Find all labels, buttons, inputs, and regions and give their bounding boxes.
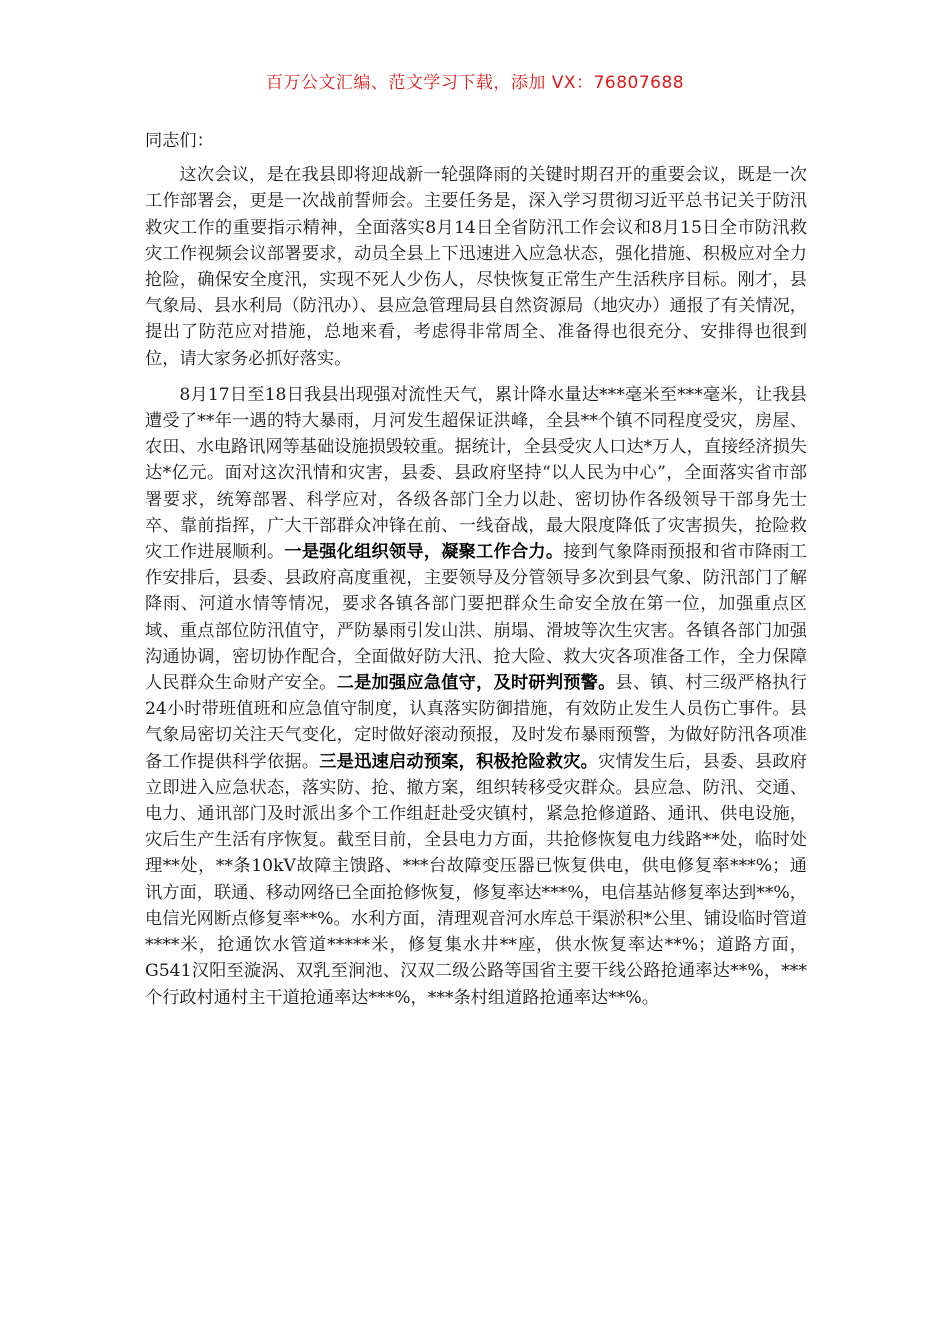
header-banner: 百万公文汇编、范文学习下载，添加 VX：76807688 bbox=[265, 73, 685, 93]
paragraph-2-text-2: 县、镇、村三级严格执行24小时带班值班和应急值守制度，认真落实防御措施，有效防止发生人员伤亡事件。县气象局密切关注天气变化，定时做好滚动预报，及时发布暴雨预警，为做好防汛各项准备工作提供科学依据。 bbox=[145, 673, 807, 772]
salutation: 同志们： bbox=[145, 131, 214, 151]
paragraph-1: 这次会议，是在我县即将迎战新一轮强降雨的关键时期召开的重要会议，既是一次工作部署会，更是一次战前誓师会。主要任务是，深入学习贯彻习近平总书记关于防汛救灾工作的重要指示精神，全面落实8月14日全省防汛工作会议和8月15日全市防汛救灾工作视频会议部署要求，动员全县上下迅速进入应急状态，强化措施、积极应对全力抢险，确保安全度汛，实现不死人少伤人，尽快恢复正常生产生活秩序目标。刚才，县气象局、县水利局（防汛办）、县应急管理局县自然资源局（地灾办）通报了有关情况，提出了防范应对措施，总地来看，考虑得非常周全、准备得也很充分、安排得也很到位，请大家务必抓好落实。 bbox=[145, 165, 807, 369]
paragraph-2-intro: 8月17日至18日我县出现强对流性天气，累计降水量达***毫米至***毫米，让我县遭受了**年一遇的特大暴雨，月河发生超保证洪峰，全县**个镇不同程度受灾，房屋、农田、水电路讯网等基础设施损毁较重。据统计，全县受灾人口达*万人，直接经济损失达*亿元。面对这次汛情和灾害，县委、县政府坚持“以人民为中心”，全面落实省市部署要求，统筹部署、科学应对，各级各部门全力以赴、密切协作各级领导干部身先士卒、靠前指挥，广大干部群众冲锋在前、一线奋战，最大限度降低了灾害损失，抢险救灾工作进展顺利。 bbox=[145, 384, 807, 563]
heading-strengthen-leadership: 一是强化组织领导，凝聚工作合力。 bbox=[284, 542, 564, 563]
heading-rescue-plan: 三是迅速启动预案，积极抢险救灾。 bbox=[319, 751, 599, 772]
paragraph-2-text-1: 接到气象降雨预报和省市降雨工作安排后，县委、县政府高度重视，主要领导及分管领导多次到县气象、防汛部门了解降雨、河道水情等情况，要求各镇各部门要把群众生命安全放在第一位，加强重点区域、重点部位防汛值守，严防暴雨引发山洪、崩塌、滑坡等次生灾害。各镇各部门加强沟通协调，密切协作配合，全面做好防大汛、抢大险、救大灾各项准备工作，全力保障人民群众生命财产安全。 bbox=[145, 542, 807, 694]
paragraph-2-text-3: 灾情发生后，县委、县政府立即进入应急状态，落实防、抢、撤方案，组织转移受灾群众。县应急、防汛、交通、电力、通讯部门及时派出多个工作组赶赴受灾镇村，紧急抢修道路、通讯、供电设施，灾后生产生活有序恢复。截至目前，全县电力方面，共抢修恢复电力线路**处，临时处理**处，**条10kV故障主馈路、***台故障变压器已恢复供电，供电修复率***%；通讯方面，联通、移动网络已全面抢修恢复，修复率达***%，电信基站修复率达到**%，电信光网断点修复率**%。水利方面，清理观音河水库总干渠淤积*公里、铺设临时管道****米，抢通饮水管道*****米，修复集水井**座，供水恢复率达**%；道路方面，G541汉阳至漩涡、双乳至涧池、汉双二级公路等国省主要干线公路抢通率达**%，***个行政村通村主干道抢通率达***%，***条村组道路抢通率达**%。 bbox=[145, 751, 807, 1008]
heading-emergency-duty: 二是加强应急值守，及时研判预警。 bbox=[336, 673, 616, 694]
paragraph-2 bbox=[145, 382, 807, 1011]
document-body bbox=[145, 128, 807, 1021]
